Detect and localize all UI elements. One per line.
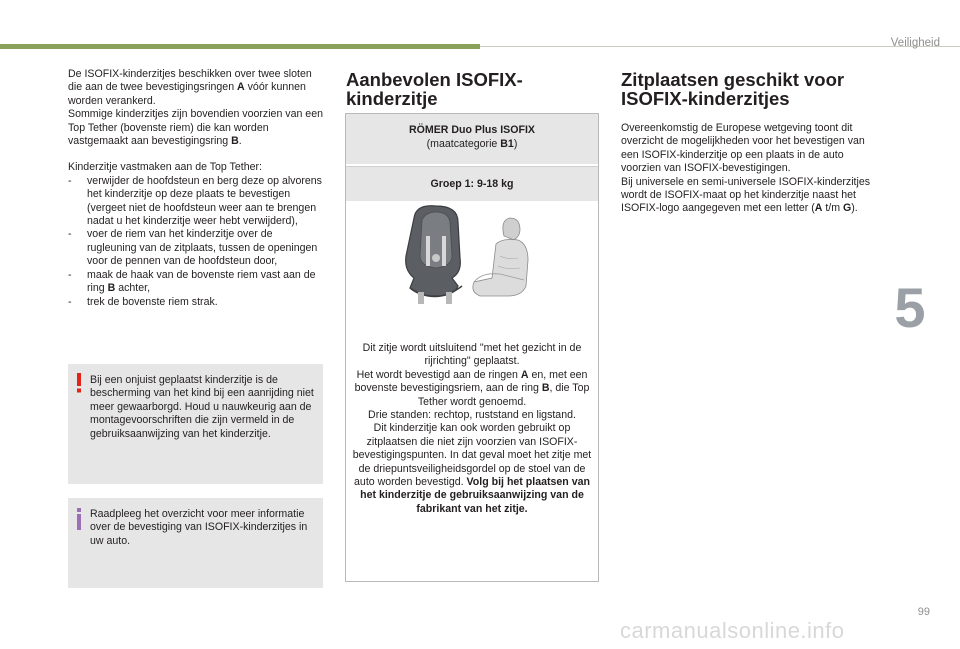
- ring-b-label: B: [107, 282, 116, 295]
- size-text: ).: [851, 202, 858, 215]
- left-column: [68, 68, 324, 309]
- warning-box: [68, 364, 323, 484]
- info-text: Raadpleeg het overzicht voor meer informatie over de bevestiging van ISOFIX-kinderzitjes in uw auto.: [90, 508, 308, 547]
- category-prefix: (maatcategorie: [426, 138, 501, 150]
- desc-orientation: Dit zitje wordt uitsluitend "met het gezicht in de rijrichting" geplaatst.: [362, 342, 582, 368]
- list-item: [68, 269, 324, 296]
- desc-positions: Drie standen: rechtop, ruststand en ligstand.: [368, 409, 576, 422]
- size-letter-a: A: [814, 202, 823, 215]
- suitable-seats-title: Zitplaatsen geschikt voor ISOFIX-kinderzitjes: [621, 69, 845, 109]
- size-letter-g: G: [843, 202, 852, 215]
- chapter-number: 5: [894, 276, 926, 339]
- desc-usage: [352, 422, 592, 516]
- desc-text: , die Top Tether wordt genoemd.: [417, 382, 590, 408]
- list-item: - verwijder de hoofdsteun en berg deze op alvorens het kinderzitje op deze plaats te bevestigen (vergeet niet de hoofdsteun weer aan te brengen nadat u het kinderzitje weer hebt verwijderd),: [68, 175, 324, 229]
- right-column: [621, 122, 877, 216]
- child-seat-illustration: [396, 200, 546, 310]
- step-text-end: achter,: [115, 282, 151, 295]
- desc-bold-text: Volg bij het plaatsen van het kinderzitje de gebruiksaanwijzing van de fabrikant van het zitje.: [360, 476, 590, 515]
- recommended-title: Aanbevolen ISOFIX-kinderzitje: [346, 69, 523, 109]
- list-item: - trek de bovenste riem strak.: [68, 296, 324, 309]
- tether-title: Kinderzitje vastmaken aan de Top Tether:: [68, 161, 262, 174]
- info-icon: [74, 508, 84, 530]
- size-text: t/m: [822, 202, 844, 215]
- warning-text: Bij een onjuist geplaatst kinderzitje is de bescherming van het kind bij een aanrijding niet meer gewaarborgd. Houd u nauwkeurig aan de montagevoorschriften die zijn vermeld in de gebruiksaanwijzing van het kinderzitje.: [90, 374, 314, 440]
- size-text: Bij universele en semi-universele ISOFIX-kinderzitjes wordt de ISOFIX-maat op het kinderzitje naast het ISOFIX-logo aangegeven met een letter (: [621, 175, 871, 215]
- ring-b-label: B: [541, 382, 550, 395]
- seat-card-header: [346, 114, 598, 164]
- legislation-paragraph: Overeenkomstig de Europese wetgeving toont dit overzicht de mogelijkheden voor het bevestigen van een ISOFIX-kinderzitje op een plaats in de auto voorzien van ISOFIX-bevestigingen.: [621, 122, 865, 175]
- ring-a-label: A: [520, 368, 529, 381]
- weight-group: Groep 1: 9-18 kg: [346, 166, 598, 201]
- intro-text-4: .: [238, 135, 242, 148]
- intro-text-2: vóór kunnen worden verankerd.: [68, 81, 306, 107]
- intro-text-1: De ISOFIX-kinderzitjes beschikken over twee sloten die aan de twee bevestigingsringen: [68, 68, 312, 94]
- section-name: Veiligheid: [890, 37, 940, 49]
- list-item: - voer de riem van het kinderzitje over de rugleuning van de zitplaats, tussen de openingen voor de pennen van de hoofdsteun door,: [68, 228, 324, 268]
- size-paragraph: [621, 176, 877, 216]
- seat-description: [352, 342, 592, 516]
- info-box: [68, 498, 323, 588]
- seat-name: RÖMER Duo Plus ISOFIX: [409, 124, 535, 136]
- exclamation-icon: [74, 373, 84, 393]
- header-accent-bar: [0, 44, 480, 49]
- page-number: 99: [917, 606, 930, 618]
- desc-text: en, met een bovenste bevestigingsriem, aan de ring: [354, 368, 588, 395]
- step-text: maak de haak van de bovenste riem vast aan de ring: [87, 268, 316, 295]
- intro-paragraph: [68, 68, 324, 148]
- ring-a-label: A: [237, 81, 245, 94]
- desc-text: Dit kinderzitje kan ook worden gebruikt op zitplaatsen die niet zijn voorzien van ISOFIX-bevestigingspunten. In dat geval moet het zitje met de driepuntsveiligheidsgordel op de stoel van de auto worden bevestigd.: [352, 422, 592, 489]
- intro-text-3: Sommige kinderzitjes zijn bovendien voorzien van een Top Tether (bovenste riem) die kan worden vastgemaakt aan bevestigingsring: [68, 108, 323, 148]
- watermark: carmanualsonline.info: [620, 618, 845, 643]
- category-suffix: ): [513, 138, 518, 150]
- category-value: B1: [500, 138, 514, 150]
- tether-steps: [68, 175, 324, 309]
- seat-card: [345, 113, 599, 582]
- desc-fixing: [352, 369, 592, 409]
- desc-text: Het wordt bevestigd aan de ringen: [356, 368, 521, 381]
- ring-b-label: B: [231, 135, 239, 148]
